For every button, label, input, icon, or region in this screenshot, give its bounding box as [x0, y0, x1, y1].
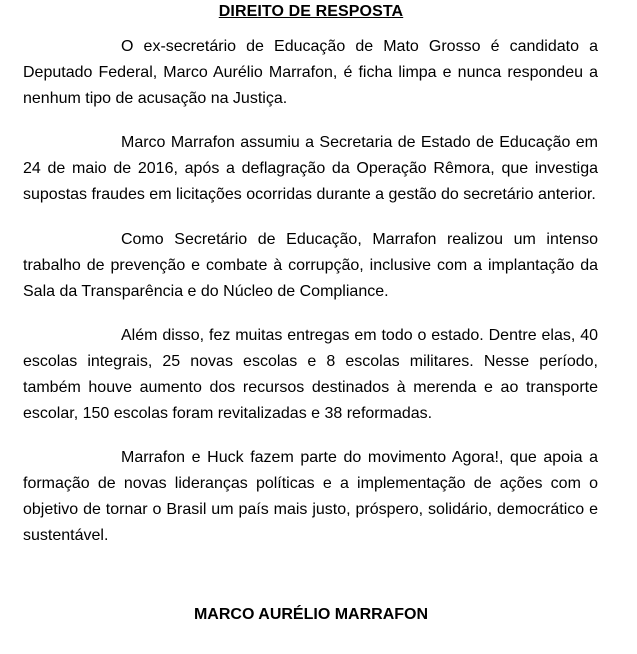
paragraph-3: Como Secretário de Educação, Marrafon realizou um intenso trabalho de prevenção e combate à corrupção, inclusive com a implantação da Sala da Transparência e do Núcleo de Compliance.	[23, 231, 598, 300]
signature-name: MARCO AURÉLIO MARRAFON	[193, 606, 429, 623]
paragraph-4: Além disso, fez muitas entregas em todo o estado. Dentre elas, 40 escolas integrais, 25 novas escolas e 8 escolas militares. Nesse período, também houve aumento dos recursos destinados à merenda e ao transporte escolar, 150 escolas foram revitalizadas e 38 reformadas.	[23, 327, 598, 422]
paragraph-5: Marrafon e Huck fazem parte do movimento Agora!, que apoia a formação de novas lideranças políticas e a implementação de ações com o objetivo de tornar o Brasil um país mais justo, próspero, solidário, democrático e sustentável.	[23, 449, 598, 544]
document-title: DIREITO DE RESPOSTA	[218, 3, 404, 20]
paragraph-1: O ex-secretário de Educação de Mato Grosso é candidato a Deputado Federal, Marco Aurélio Marrafon, é ficha limpa e nunca respondeu a nenhum tipo de acusação na Justiça.	[23, 38, 598, 107]
paragraph-2: Marco Marrafon assumiu a Secretaria de Estado de Educação em 24 de maio de 2016, após a deflagração da Operação Rêmora, que investiga supostas fraudes em licitações ocorridas durante a gestão do secretário anterior.	[23, 134, 598, 203]
